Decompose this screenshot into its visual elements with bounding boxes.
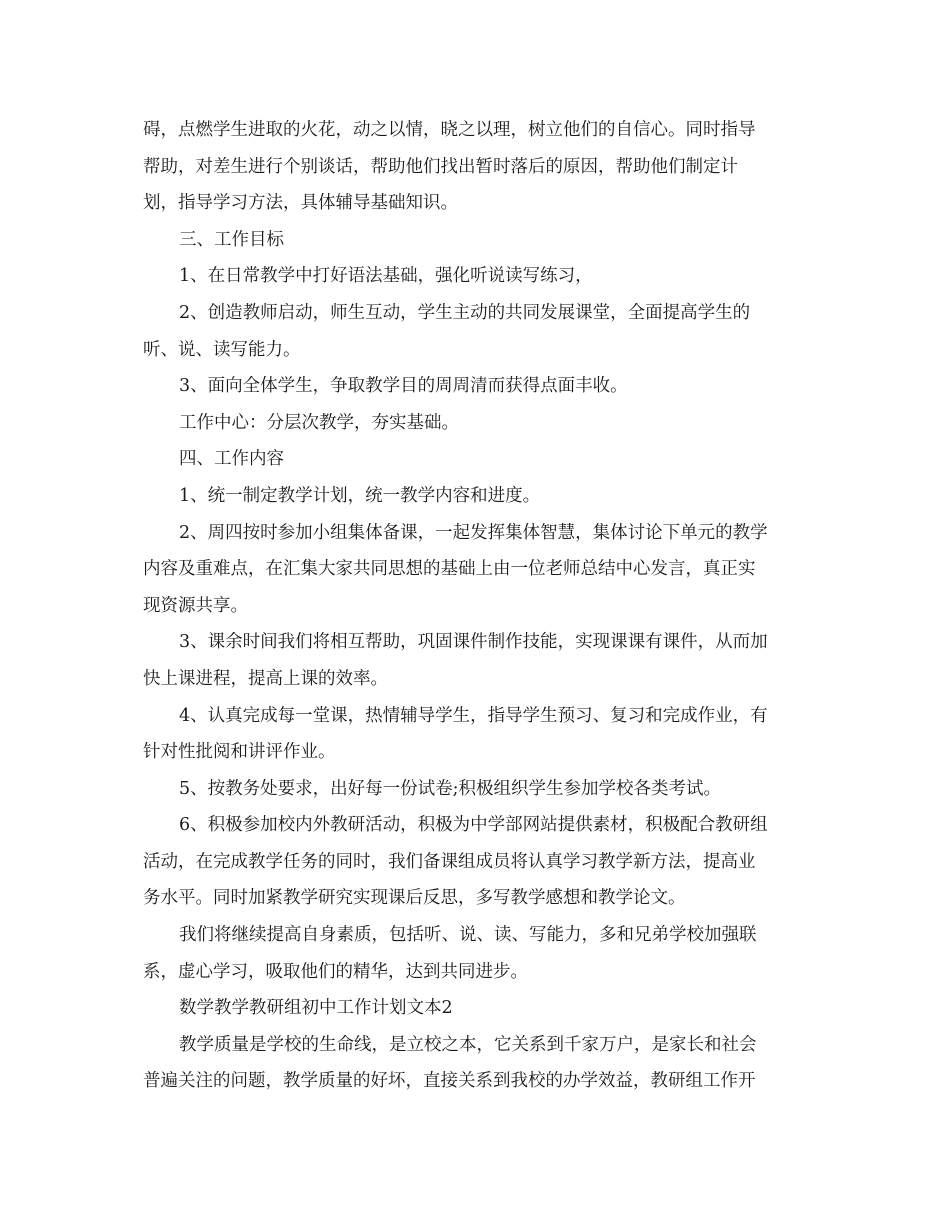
text-line: 现资源共享。 bbox=[143, 595, 248, 616]
text-line: 内容及重难点，在汇集大家共同思想的基础上由一位老师总结中心发言，真正实 bbox=[143, 559, 756, 580]
text-line: 快上课进程，提高上课的效率。 bbox=[143, 668, 388, 689]
text-line: 5、按教务处要求，出好每一份试卷;积极组织学生参加学校各类考试。 bbox=[179, 778, 722, 799]
text-line: 2、周四按时参加小组集体备课，一起发挥集体智慧，集体讨论下单元的教学 bbox=[179, 522, 768, 543]
text-line: 划，指导学习方法，具体辅导基础知识。 bbox=[143, 193, 458, 214]
text-line: 系，虚心学习，吸取他们的精华，达到共同进步。 bbox=[143, 961, 528, 982]
section-heading: 四、工作内容 bbox=[179, 449, 284, 470]
document-body bbox=[143, 112, 809, 1100]
text-line: 1、统一制定教学计划，统一教学内容和进度。 bbox=[179, 485, 541, 506]
text-line: 4、认真完成每一堂课，热情辅导学生，指导学生预习、复习和完成作业，有 bbox=[179, 705, 768, 726]
text-line: 3、课余时间我们将相互帮助，巩固课件制作技能，实现课课有课件，从而加 bbox=[179, 632, 768, 653]
text-line: 2、创造教师启动，师生互动，学生主动的共同发展课堂，全面提高学生的 bbox=[179, 302, 751, 323]
text-line: 普遍关注的问题，教学质量的好坏，直接关系到我校的办学效益，教研组工作开 bbox=[143, 1071, 756, 1092]
text-line: 我们将继续提高自身素质，包括听、说、读、写能力，多和兄弟学校加强联 bbox=[179, 925, 757, 946]
text-line: 帮助，对差生进行个别谈话，帮助他们找出暂时落后的原因，帮助他们制定计 bbox=[143, 156, 738, 177]
text-line: 务水平。同时加紧教学研究实现课后反思，多写教学感想和教学论文。 bbox=[143, 888, 686, 909]
text-line: 工作中心：分层次教学，夯实基础。 bbox=[179, 412, 459, 433]
text-line: 3、面向全体学生，争取教学目的周周清而获得点面丰收。 bbox=[179, 376, 628, 397]
text-line: 听、说、读写能力。 bbox=[143, 339, 301, 360]
text-line: 6、积极参加校内外教研活动，积极为中学部网站提供素材，积极配合教研组 bbox=[179, 815, 768, 836]
section-heading: 三、工作目标 bbox=[179, 229, 284, 250]
text-line: 针对性批阅和讲评作业。 bbox=[143, 742, 336, 763]
text-line: 1、在日常教学中打好语法基础，强化听说读写练习， bbox=[179, 266, 593, 287]
section-heading: 数学教学教研组初中工作计划文本2 bbox=[179, 998, 453, 1019]
text-line: 碍，点燃学生进取的火花，动之以情，晓之以理，树立他们的自信心。同时指导 bbox=[143, 120, 756, 140]
text-line: 活动，在完成教学任务的同时，我们备课组成员将认真学习教学新方法，提高业 bbox=[143, 851, 756, 872]
text-line: 教学质量是学校的生命线，是立校之本，它关系到千家万户，是家长和社会 bbox=[179, 1034, 757, 1055]
